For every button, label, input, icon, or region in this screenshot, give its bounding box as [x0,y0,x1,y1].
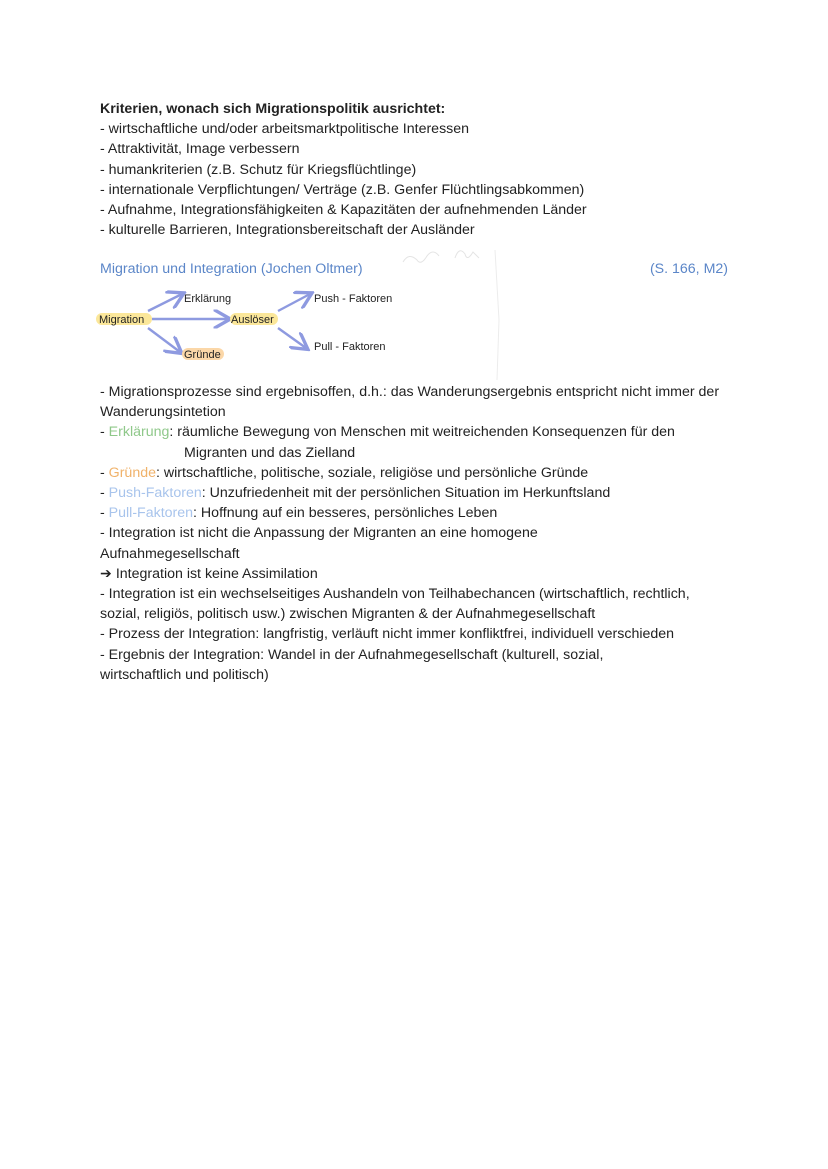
body-section [100,382,730,685]
paragraph-migrationsprozesse: - Migrationsprozesse sind ergebnisoffen, d.h.: das Wanderungsergebnis entspricht nicht immer der Wanderungsintetion [100,384,720,421]
arrow-to-pull [278,328,306,348]
diagram-pull: Pull - Faktoren [314,341,386,353]
criteria-heading: Kriterien, wonach sich Migrationspolitik ausrichtet: [100,101,446,117]
dash: - [100,485,109,502]
section-title: Migration und Integration (Jochen Oltmer) [100,261,363,277]
paragraph-prozess: - Prozess der Integration: langfristig, verläuft nicht immer konfliktfrei, individuell verschieden [100,626,675,643]
criteria-item: - Aufnahme, Integrationsfähigkeiten & Kapazitäten der aufnehmenden Länder [100,202,587,219]
criteria-section [100,99,740,240]
term-gruende: Gründe [108,464,156,481]
diagram-ausloeser: Auslöser [231,314,274,326]
term-push: Push-Faktoren [108,485,202,502]
criteria-item: - kulturelle Barrieren, Integrationsbereitschaft der Ausländer [100,222,475,239]
definition-text: : wirtschaftliche, politische, soziale, religiöse und persönliche Gründe [156,464,589,481]
arrow-statement: ➔ Integration ist keine Assimilation [100,565,318,582]
paragraph-ergebnis: - Ergebnis der Integration: Wandel in der Aufnahmegesellschaft (kulturell, sozial, wirtschaftlich und politisch) [100,646,604,683]
section-reference: (S. 166, M2) [649,261,728,277]
definition-erklaerung [100,422,730,442]
definition-erklaerung-continued: Migranten und das Zielland [184,444,356,461]
paragraph-aushandeln: - Integration ist ein wechselseitiges Aushandeln von Teilhabechancen (wirtschaftlich, rechtlich, sozial, religiös, politisch usw.) zwischen Migranten & der Aufnahmegesellschaft [100,586,690,623]
definition-gruende [100,463,730,483]
definition-text: : Unzufriedenheit mit der persönlichen Situation im Herkunftsland [201,485,611,502]
diagram-gruende: Gründe [184,349,221,361]
term-erklaerung: Erklärung [108,424,170,441]
definition-text: : Hoffnung auf ein besseres, persönliches Leben [193,505,498,522]
arrow-to-erklaerung [148,294,182,311]
migration-diagram [92,286,422,366]
diagram-push: Push - Faktoren [314,293,393,305]
paragraph-integration-anpassung: - Integration ist nicht die Anpassung der Migranten an eine homogene Aufnahmegesellschaft [100,525,538,562]
criteria-item: - wirtschaftliche und/oder arbeitsmarktpolitische Interessen [100,121,470,138]
diagram-migration: Migration [99,314,145,326]
definition-text: : räumliche Bewegung von Menschen mit weitreichenden Konsequenzen für den [169,424,675,441]
arrow-to-gruende [148,328,180,352]
criteria-item: - humankriterien (z.B. Schutz für Kriegsflüchtlinge) [100,161,417,178]
dash: - [100,505,109,522]
diagram-erklaerung: Erklärung [184,293,232,305]
definition-push [100,483,730,503]
criteria-item: - Attraktivität, Image verbessern [100,141,300,158]
criteria-item: - internationale Verpflichtungen/ Verträge (z.B. Genfer Flüchtlingsabkommen) [100,181,585,198]
definition-pull [100,503,730,523]
dash: - [100,424,109,441]
dash: - [100,464,109,481]
arrow-to-push [278,294,310,311]
term-pull: Pull-Faktoren [108,505,194,522]
